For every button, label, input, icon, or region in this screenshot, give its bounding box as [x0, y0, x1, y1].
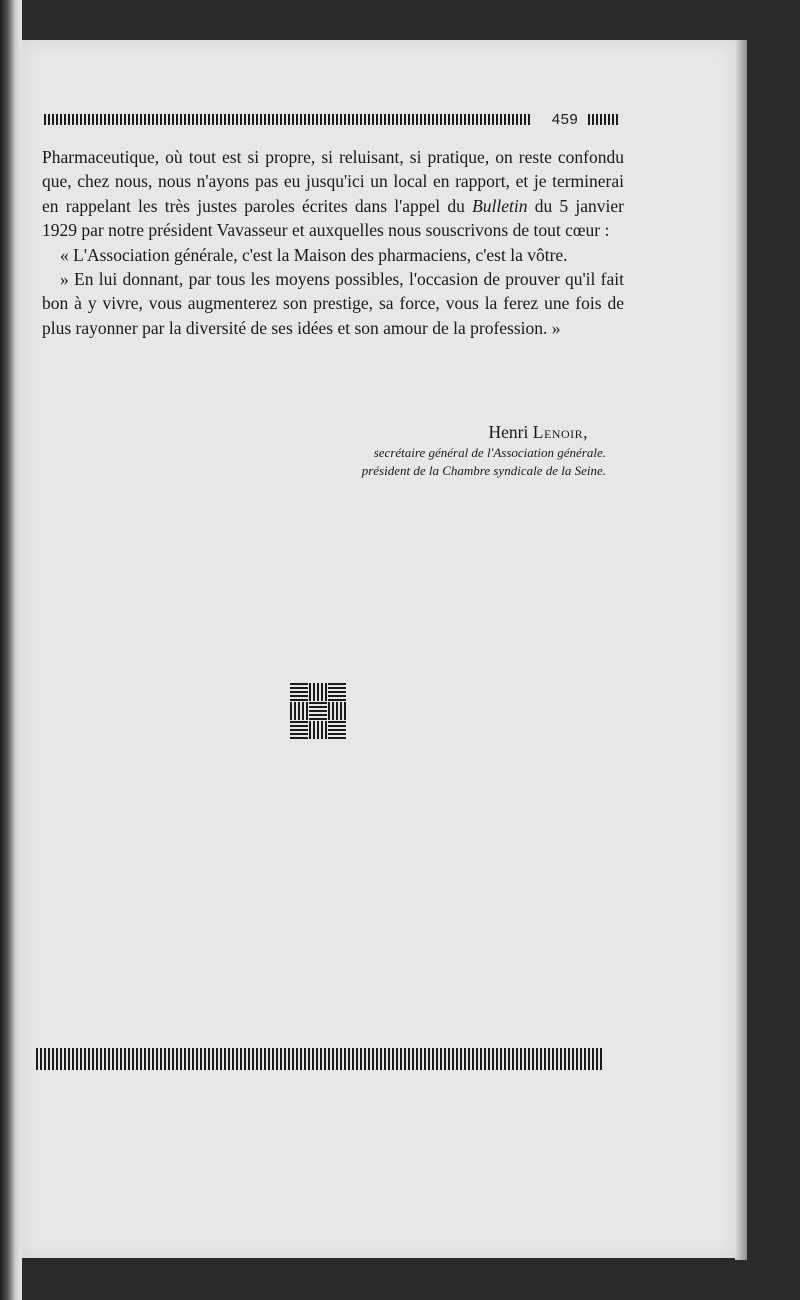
- page-number: 459: [551, 110, 579, 128]
- author-role-1: secrétaire général de l'Association générale.: [373, 445, 606, 460]
- ornament-cell: [290, 721, 308, 739]
- quote-line: « L'Association générale, c'est la Maison des pharmaciens, c'est la vôtre.: [60, 244, 568, 265]
- author-name: [42, 420, 588, 444]
- author-last-name: Lenoir,: [532, 422, 588, 442]
- header-ornamental-rule: [44, 114, 532, 125]
- footer-ornamental-rule: [36, 1048, 604, 1070]
- signature-block: [42, 420, 606, 480]
- paragraph-text-end: du 5 janvier 1929 par notre président Vavasseur et auxquelles nous souscrivons de tout cœur :: [42, 195, 624, 241]
- author-first-name: Henri: [488, 422, 529, 442]
- ornament-cell: [309, 721, 327, 739]
- page-stack-edge: [735, 40, 747, 1260]
- ornament-cell: [328, 683, 346, 701]
- ornament-cell: [328, 721, 346, 739]
- typographic-ornament: [290, 683, 346, 739]
- ornament-cell: [309, 683, 327, 701]
- book-spine-edge: [0, 0, 22, 1300]
- ornament-cell: [309, 702, 327, 720]
- page-header: [44, 110, 618, 128]
- ornament-cell: [328, 702, 346, 720]
- paragraph-text: Pharmaceutique, où tout est si propre, si reluisant, si pratique, on reste confondu que, chez nous, nous n'ayons pas eu jusqu'ici un local en rapport, et je terminerai en rappelant les très justes paroles écrites dans l'appel du: [42, 147, 624, 216]
- quote-paragraph: » En lui donnant, par tous les moyens possibles, l'occasion de prouver qu'il fait bon à y vivre, vous augmenterez son prestige, sa force, vous la ferez une fois de plus rayonner par la diversité de ses idées et son amour de la profession. »: [42, 269, 624, 338]
- article-body: [42, 145, 624, 340]
- author-role-2: président de la Chambre syndicale de la Seine.: [361, 463, 606, 478]
- header-ornamental-rule-short: [588, 114, 618, 125]
- ornament-cell: [290, 702, 308, 720]
- paragraph: [42, 145, 624, 243]
- journal-title: Bulletin: [472, 195, 528, 216]
- ornament-cell: [290, 683, 308, 701]
